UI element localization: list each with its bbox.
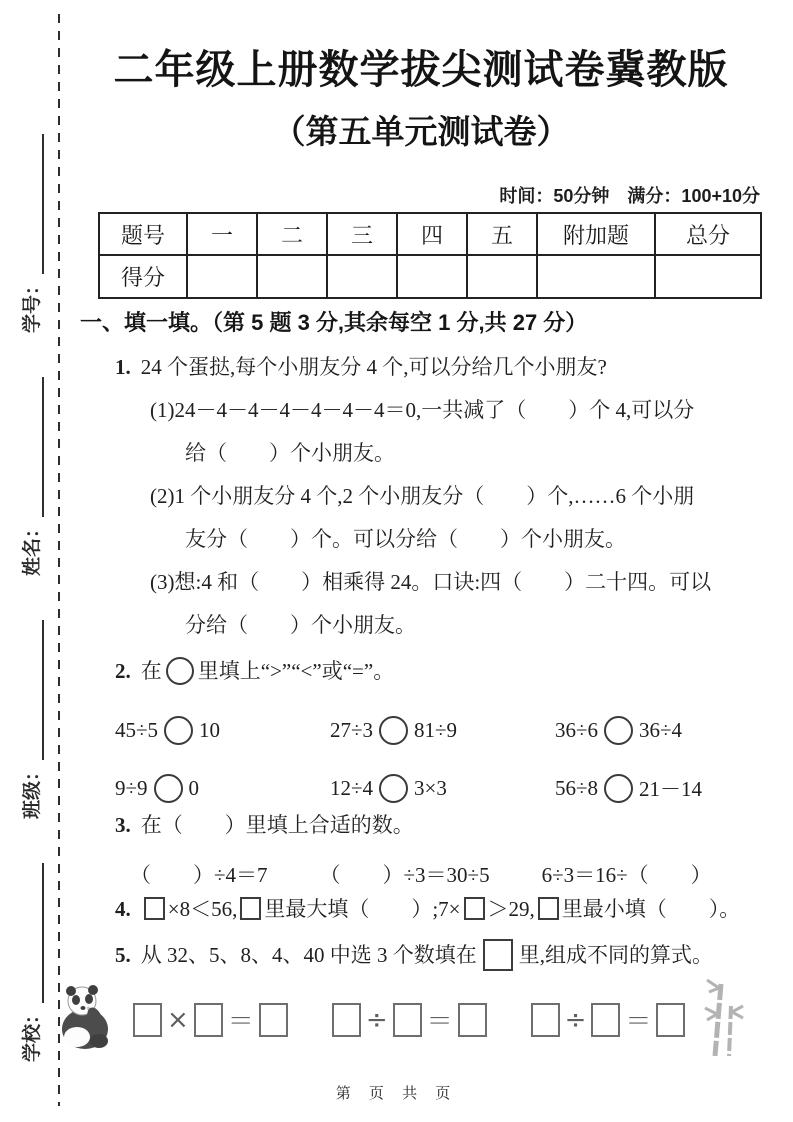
panda-icon — [55, 983, 117, 1056]
comparison-item: 36÷6 36÷4 — [555, 705, 778, 755]
question-1-part-2-line-1: (2)1 个小朋友分 4 个,2 个小朋友分（ ）个,……6 个小朋 — [150, 484, 695, 508]
fill-box-icon — [464, 897, 485, 920]
student-number-label: 学号： — [21, 275, 43, 333]
divide-operator: ÷ — [365, 1004, 388, 1035]
question-3-number: 3. — [115, 813, 131, 837]
section-1-heading: 一、填一填。（第 5 题 3 分,其余每空 1 分,共 27 分） — [80, 310, 588, 335]
comparison-item: 9÷9 0 — [115, 763, 330, 813]
fill-box — [458, 1003, 487, 1037]
divide-operator: ÷ — [564, 1004, 587, 1035]
equation-group-multiply — [133, 1001, 288, 1038]
comparison-circle — [604, 716, 633, 745]
question-5-stem: 5. 从 32、5、8、4、40 中选 3 个数填在 里,组成不同的算式。 — [78, 934, 778, 977]
score-table-score-row — [99, 255, 761, 298]
comparison-item: 45÷5 10 — [115, 705, 330, 755]
fill-box-icon — [483, 939, 513, 971]
score-row-label: 得分 — [99, 255, 187, 298]
header-bonus: 附加题 — [537, 213, 655, 255]
question-5-equation-row — [55, 978, 755, 1061]
fill-box-icon — [144, 897, 165, 920]
school-field — [17, 863, 44, 1062]
question-2-number: 2. — [115, 659, 131, 683]
student-info-strip — [10, 70, 50, 1062]
question-1 — [78, 346, 778, 647]
question-5 — [78, 934, 778, 977]
score-cell — [537, 255, 655, 298]
fill-box — [393, 1003, 422, 1037]
header-section-1: 一 — [187, 213, 257, 255]
fill-box-icon — [538, 897, 559, 920]
equals-sign: ＝ — [426, 1007, 453, 1037]
question-1-part-1-line-2: 给（ ）个小朋友。 — [185, 441, 395, 465]
name-blank-line — [20, 377, 44, 517]
school-label: 学校： — [21, 1004, 43, 1062]
header-section-5: 五 — [467, 213, 537, 255]
score-table-header-row — [99, 213, 761, 255]
equation-group-divide-2 — [531, 1001, 686, 1038]
equation: 6÷3＝16÷（ ） — [541, 863, 712, 887]
comparison-circle — [379, 774, 408, 803]
dashed-cut-line — [58, 14, 60, 1106]
comparison-item: 12÷4 3×3 — [330, 763, 555, 813]
fill-box — [591, 1003, 620, 1037]
question-3 — [78, 804, 778, 889]
class-label: 班级： — [21, 761, 43, 819]
fill-box — [332, 1003, 361, 1037]
score-cell — [467, 255, 537, 298]
comparison-circle — [379, 716, 408, 745]
comparison-item: 56÷8 21－14 — [555, 775, 703, 801]
comparison-circle — [164, 716, 193, 745]
name-field — [17, 377, 44, 576]
question-1-part-1-line-1: (1)24－4－4－4－4－4－4＝0,一共减了（ ）个 4,可以分 — [150, 398, 695, 422]
name-label: 姓名： — [21, 518, 43, 576]
question-3-equations — [78, 859, 778, 889]
equation: （ ）÷3＝30÷5 — [319, 863, 490, 887]
question-1-number: 1. — [115, 355, 131, 379]
question-1-stem: 1. 24 个蛋挞,每个小朋友分 4 个,可以分给几个小朋友? — [115, 355, 607, 379]
equation-group-divide-1 — [332, 1001, 487, 1038]
header-question-number: 题号 — [99, 213, 187, 255]
question-4-number: 4. — [115, 897, 131, 921]
fill-box — [194, 1003, 223, 1037]
fill-box-icon — [240, 897, 261, 920]
page-footer: 第 页 共 页 — [335, 1085, 458, 1102]
header-section-4: 四 — [397, 213, 467, 255]
score-cell — [655, 255, 761, 298]
comparison-circle — [154, 774, 183, 803]
bamboo-icon — [699, 978, 745, 1061]
exam-title: 二年级上册数学拔尖测试卷冀教版 — [113, 48, 729, 92]
circle-blank-icon — [166, 657, 194, 685]
student-number-field — [17, 134, 44, 333]
comparison-grid — [78, 705, 778, 813]
school-blank-line — [20, 863, 44, 1003]
student-number-blank-line — [20, 134, 44, 274]
time-score-info: 时间：50分钟 满分：100+10分 — [499, 186, 760, 206]
comparison-item: 27÷3 81÷9 — [330, 705, 555, 755]
fill-box — [259, 1003, 288, 1037]
question-5-number: 5. — [115, 943, 131, 967]
question-1-part-2-line-2: 友分（ ）个。可以分给（ ）个小朋友。 — [185, 527, 626, 551]
fill-box — [133, 1003, 162, 1037]
equation: （ ）÷4＝7 — [130, 863, 268, 887]
question-2 — [78, 650, 778, 813]
class-blank-line — [20, 620, 44, 760]
question-3-stem: 3. 在（ ）里填上合适的数。 — [115, 813, 414, 837]
question-2-stem: 2. 在 里填上“>”“<”或“=”。 — [115, 659, 395, 683]
score-cell — [257, 255, 327, 298]
score-cell — [187, 255, 257, 298]
equals-sign: ＝ — [227, 1007, 254, 1037]
header-total: 总分 — [655, 213, 761, 255]
class-field — [17, 620, 44, 819]
score-table — [98, 212, 762, 299]
equals-sign: ＝ — [625, 1007, 652, 1037]
exam-subtitle: （第五单元测试卷） — [272, 113, 570, 150]
question-4-stem: 4. ×8＜56, 里最大填（ ）;7× ＞29, 里最小填（ ）。 — [115, 897, 741, 921]
comparison-circle — [604, 774, 633, 803]
question-1-part-3-line-1: (3)想:4 和（ ）相乘得 24。口诀:四（ ）二十四。可以 — [150, 570, 712, 594]
fill-box — [531, 1003, 560, 1037]
fill-box — [656, 1003, 685, 1037]
header-section-2: 二 — [257, 213, 327, 255]
question-4 — [78, 888, 778, 931]
header-section-3: 三 — [327, 213, 397, 255]
score-cell — [327, 255, 397, 298]
multiply-operator: × — [167, 1004, 189, 1035]
score-cell — [397, 255, 467, 298]
question-1-part-3-line-2: 分给（ ）个小朋友。 — [185, 613, 416, 637]
